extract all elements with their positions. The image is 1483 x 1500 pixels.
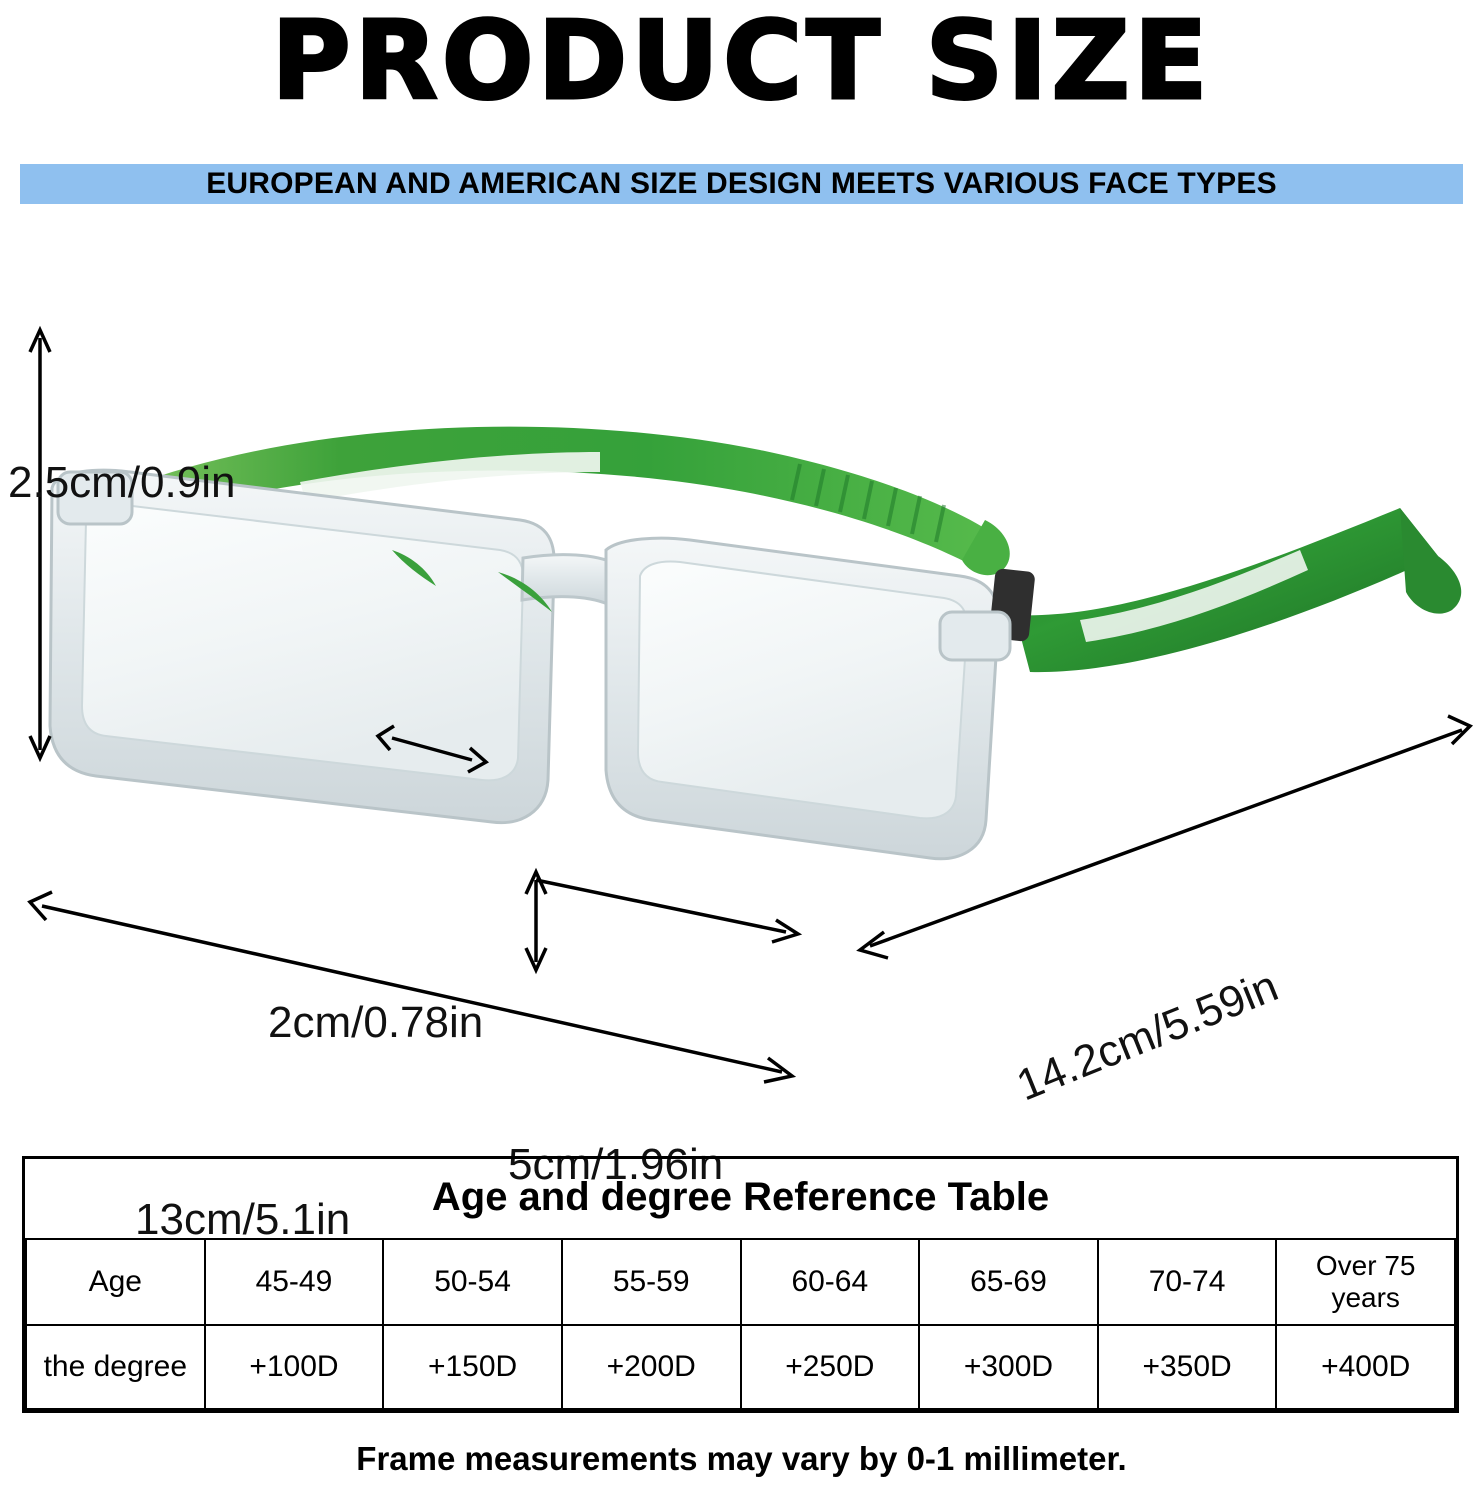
degree-cell-3: +200D (562, 1325, 741, 1409)
subtitle-banner (20, 164, 1463, 204)
degree-cell-4: +250D (741, 1325, 920, 1409)
age-cell-3: 55-59 (562, 1239, 741, 1325)
table-caption: Age and degree Reference Table (26, 1159, 1455, 1239)
page-title: PRODUCT SIZE (271, 0, 1212, 124)
age-cell-6: 70-74 (1098, 1239, 1277, 1325)
subtitle-text: EUROPEAN AND AMERICAN SIZE DESIGN MEETS VARIOUS FACE TYPES (206, 167, 1277, 200)
degree-cell-5: +300D (919, 1325, 1098, 1409)
row-label-degree: the degree (26, 1325, 205, 1409)
dim-label-height: 2.5cm/0.9in (8, 458, 236, 507)
dim-label-temple-length: 14.2cm/5.59in (1010, 961, 1285, 1111)
degree-cell-7: +400D (1276, 1325, 1455, 1409)
dim-label-bridge: 2cm/0.78in (268, 998, 484, 1047)
age-cell-1: 45-49 (205, 1239, 384, 1325)
age-cell-5: 65-69 (919, 1239, 1098, 1325)
age-degree-table (22, 1156, 1459, 1413)
degree-cell-6: +350D (1098, 1325, 1277, 1409)
footnote-text: Frame measurements may vary by 0-1 millimeter. (356, 1440, 1127, 1477)
degree-cell-1: +100D (205, 1325, 384, 1409)
dim-label-frame-width: 13cm/5.1in (135, 1195, 351, 1244)
age-cell-7: Over 75 years (1276, 1239, 1455, 1325)
age-cell-4: 60-64 (741, 1239, 920, 1325)
row-label-age: Age (26, 1239, 205, 1325)
age-cell-2: 50-54 (383, 1239, 562, 1325)
table-row (26, 1239, 1455, 1325)
table-row (26, 1325, 1455, 1409)
degree-cell-2: +150D (383, 1325, 562, 1409)
dim-label-lens-height: 5cm/1.96in (508, 1140, 724, 1189)
